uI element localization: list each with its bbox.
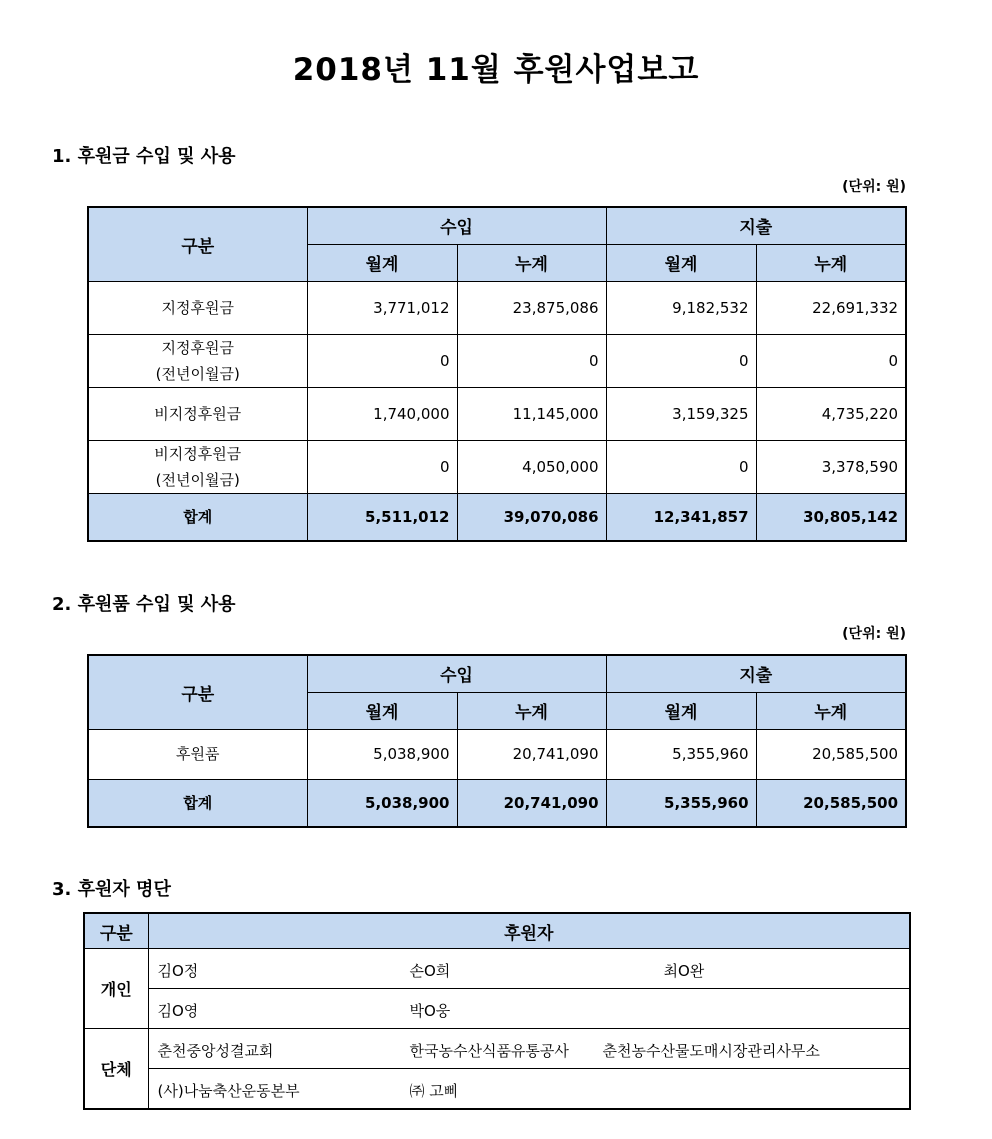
value-cell: 3,771,012 (307, 281, 457, 334)
value-cell: 23,875,086 (457, 281, 606, 334)
group-organization: 단체 (84, 1029, 148, 1110)
page-title: 2018년 11월 후원사업보고 (292, 52, 700, 88)
donor-name: 박O웅 (409, 1002, 451, 1020)
header-income: 수입 (307, 207, 606, 244)
value-cell: 3,378,590 (756, 440, 906, 493)
section3-heading: 3. 후원자 명단 (52, 879, 171, 900)
table-row (84, 989, 910, 1029)
value-cell: 5,355,960 (606, 729, 756, 779)
header-income-monthly: 월계 (307, 244, 457, 281)
table-row (84, 949, 910, 989)
total-value: 5,038,900 (307, 779, 457, 827)
value-cell: 0 (457, 334, 606, 387)
value-cell: 11,145,000 (457, 387, 606, 440)
value-cell: 9,182,532 (606, 281, 756, 334)
table-row (88, 729, 906, 779)
row-label: 지정후원금 (88, 281, 307, 334)
donor-name: 최O완 (663, 962, 705, 980)
row-label: 후원품 (88, 729, 307, 779)
header-income-cumulative: 누계 (457, 692, 606, 729)
table-row (84, 1069, 910, 1110)
donor-name: 김O영 (157, 1002, 199, 1020)
total-value: 30,805,142 (756, 493, 906, 541)
donor-name: 김O정 (157, 962, 199, 980)
donor-name: 춘천중앙성결교회 (157, 1042, 274, 1060)
table-row (84, 1029, 910, 1069)
total-row (88, 493, 906, 541)
section1-heading: 1. 후원금 수입 및 사용 (52, 146, 236, 167)
total-label: 합계 (88, 493, 307, 541)
value-cell: 0 (606, 334, 756, 387)
value-cell: 0 (307, 440, 457, 493)
section2-heading: 2. 후원품 수입 및 사용 (52, 594, 236, 615)
donor-row (148, 949, 910, 989)
donor-name: 춘천농수산물도매시장관리사무소 (602, 1042, 820, 1060)
header-category: 구분 (84, 913, 148, 949)
header-income-monthly: 월계 (307, 692, 457, 729)
table-row (88, 440, 906, 493)
donor-name: 한국농수산식품유통공사 (409, 1042, 569, 1060)
row-label: 비지정후원금 (88, 387, 307, 440)
value-cell: 3,159,325 (606, 387, 756, 440)
header-category: 구분 (88, 655, 307, 729)
donor-row (148, 989, 910, 1029)
section1-unit: (단위: 원) (842, 179, 906, 195)
value-cell: 0 (756, 334, 906, 387)
header-income-cumulative: 누계 (457, 244, 606, 281)
row-label: 비지정후원금 (전년이월금) (88, 440, 307, 493)
donor-list-table (83, 912, 911, 1110)
header-expense-cumulative: 누계 (756, 692, 906, 729)
donor-row (148, 1029, 910, 1069)
section2-unit: (단위: 원) (842, 626, 906, 642)
table-row (88, 281, 906, 334)
donor-name: (사)나눔축산운동본부 (157, 1082, 300, 1100)
donor-name: 손O희 (409, 962, 451, 980)
total-value: 12,341,857 (606, 493, 756, 541)
table-row (88, 334, 906, 387)
header-expense: 지출 (606, 655, 906, 692)
header-income: 수입 (307, 655, 606, 692)
donation-money-table (87, 206, 907, 542)
value-cell: 4,050,000 (457, 440, 606, 493)
header-expense-monthly: 월계 (606, 692, 756, 729)
total-label: 합계 (88, 779, 307, 827)
donation-goods-table (87, 654, 907, 828)
total-value: 5,511,012 (307, 493, 457, 541)
total-value: 5,355,960 (606, 779, 756, 827)
total-value: 20,741,090 (457, 779, 606, 827)
total-value: 20,585,500 (756, 779, 906, 827)
value-cell: 20,585,500 (756, 729, 906, 779)
header-expense-monthly: 월계 (606, 244, 756, 281)
table-row (88, 387, 906, 440)
header-expense: 지출 (606, 207, 906, 244)
group-individual: 개인 (84, 949, 148, 1029)
total-row (88, 779, 906, 827)
header-expense-cumulative: 누계 (756, 244, 906, 281)
header-category: 구분 (88, 207, 307, 281)
value-cell: 5,038,900 (307, 729, 457, 779)
value-cell: 1,740,000 (307, 387, 457, 440)
value-cell: 22,691,332 (756, 281, 906, 334)
row-label: 지정후원금 (전년이월금) (88, 334, 307, 387)
value-cell: 0 (606, 440, 756, 493)
value-cell: 20,741,090 (457, 729, 606, 779)
donor-name: ㈜ 고삐 (409, 1082, 459, 1100)
value-cell: 4,735,220 (756, 387, 906, 440)
donor-row (148, 1069, 910, 1110)
total-value: 39,070,086 (457, 493, 606, 541)
header-donor: 후원자 (148, 913, 910, 949)
value-cell: 0 (307, 334, 457, 387)
